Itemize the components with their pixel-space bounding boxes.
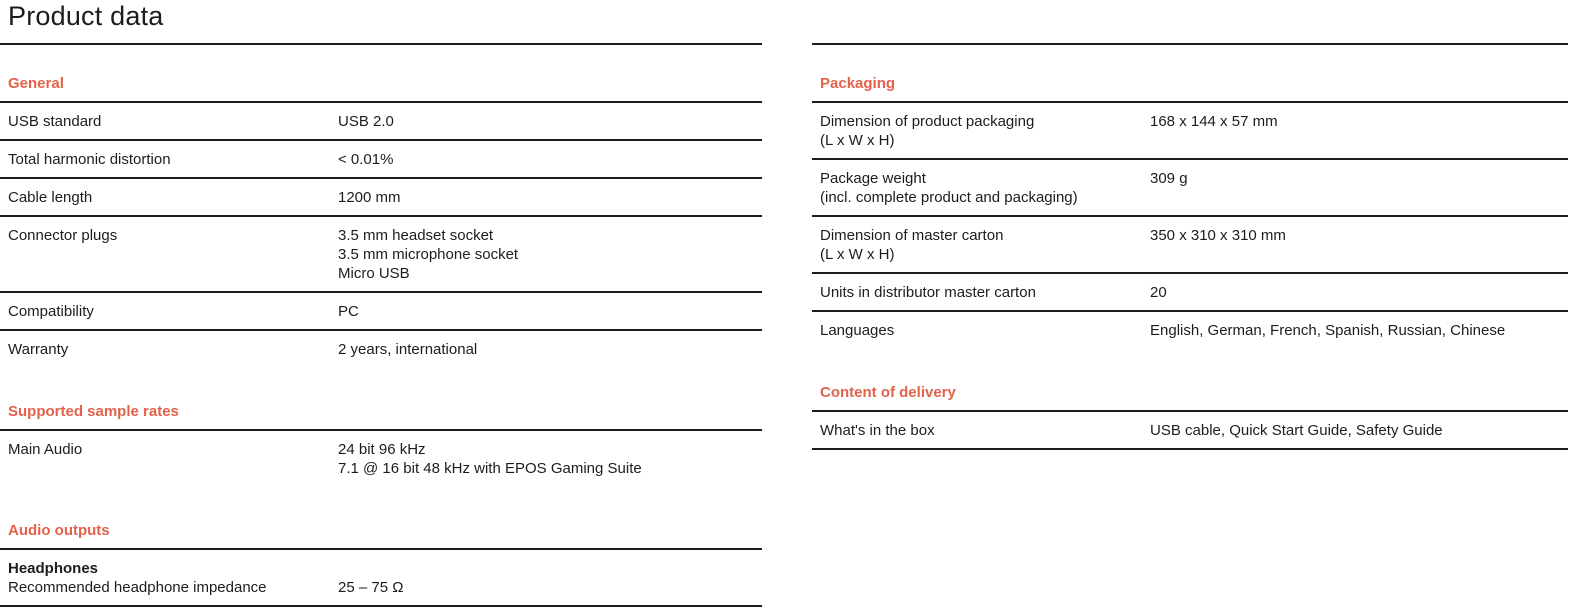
spec-label — [8, 150, 338, 169]
spec-value — [1150, 283, 1568, 302]
spec-label-line: (L x W x H) — [820, 132, 895, 149]
spec-value — [1150, 421, 1568, 440]
spec-value-line: English, German, French, Spanish, Russian, Chinese — [1150, 322, 1506, 339]
spec-value-line: 2 years, international — [338, 341, 478, 358]
spec-value-line: 3.5 mm microphone socket — [338, 246, 519, 263]
spec-label — [8, 559, 338, 597]
spec-value — [338, 226, 762, 283]
spec-value-line: PC — [338, 303, 359, 320]
spec-value — [1150, 321, 1568, 340]
section-heading-general: General — [0, 75, 762, 103]
left-column — [0, 43, 762, 607]
spec-row-main-audio — [0, 431, 762, 486]
spec-row-cable-length — [0, 179, 762, 217]
spec-row-languages — [812, 312, 1568, 348]
section-heading-audio-outputs: Audio outputs — [0, 522, 762, 550]
spec-row-units-master-carton — [812, 274, 1568, 312]
spec-row-headphone-impedance — [0, 550, 762, 607]
spec-value-line: Micro USB — [338, 265, 410, 282]
spec-label-line: Compatibility — [8, 303, 94, 320]
section-packaging — [812, 75, 1568, 348]
spec-columns — [0, 43, 1588, 607]
section-heading-packaging: Packaging — [812, 75, 1568, 103]
spec-label — [8, 302, 338, 321]
spec-label-line: Cable length — [8, 189, 93, 206]
spec-label-line: Languages — [820, 322, 895, 339]
spec-value — [338, 559, 762, 597]
spec-label-line: What's in the box — [820, 422, 935, 439]
spec-value — [338, 112, 762, 131]
spec-value — [338, 302, 762, 321]
spec-value — [338, 340, 762, 359]
spec-label-line: Total harmonic distortion — [8, 151, 171, 168]
section-heading-sample-rates: Supported sample rates — [0, 403, 762, 431]
spec-label — [820, 169, 1150, 207]
spec-label-line: Connector plugs — [8, 227, 118, 244]
spec-value — [1150, 169, 1568, 207]
spec-row-product-packaging-dimension — [812, 103, 1568, 160]
spec-label-line: Main Audio — [8, 441, 83, 458]
spec-label — [8, 112, 338, 131]
spec-row-master-carton-dimension — [812, 217, 1568, 274]
spec-label-line: (L x W x H) — [820, 246, 895, 263]
spec-value — [1150, 112, 1568, 150]
spec-label — [820, 283, 1150, 302]
spec-label-line: Recommended headphone impedance — [8, 579, 267, 596]
spec-label-line: (incl. complete product and packaging) — [820, 189, 1078, 206]
spec-row-connector-plugs — [0, 217, 762, 293]
spec-row-thd — [0, 141, 762, 179]
spec-row-warranty — [0, 331, 762, 367]
page-title: Product data — [8, 1, 164, 31]
spec-label — [820, 421, 1150, 440]
spec-row-usb-standard — [0, 103, 762, 141]
spec-label — [8, 340, 338, 359]
spec-value-line: 168 x 144 x 57 mm — [1150, 113, 1278, 130]
section-audio-outputs — [0, 522, 762, 607]
section-sample-rates — [0, 403, 762, 486]
spec-value-line: 24 bit 96 kHz — [338, 441, 426, 458]
spec-label — [8, 226, 338, 283]
spec-value-line: 20 — [1150, 284, 1167, 301]
spec-value — [338, 150, 762, 169]
section-general — [0, 75, 762, 367]
spec-label-line: Headphones — [8, 560, 99, 577]
section-heading-content-of-delivery: Content of delivery — [812, 384, 1568, 412]
spec-value — [338, 188, 762, 207]
spec-label — [820, 321, 1150, 340]
spec-value-line: 25 – 75 Ω — [338, 579, 404, 596]
right-column — [812, 43, 1568, 450]
spec-value-line: 350 x 310 x 310 mm — [1150, 227, 1286, 244]
spec-label-line: Units in distributor master carton — [820, 284, 1036, 301]
spec-value-line: 3.5 mm headset socket — [338, 227, 494, 244]
spec-label-line: Dimension of product packaging — [820, 113, 1035, 130]
spec-value-line: USB cable, Quick Start Guide, Safety Guide — [1150, 422, 1443, 439]
spec-value — [1150, 226, 1568, 264]
spec-value-line: USB 2.0 — [338, 113, 394, 130]
spec-row-whats-in-the-box — [812, 412, 1568, 450]
spec-value-line: 309 g — [1150, 170, 1188, 187]
spec-value-line: 7.1 @ 16 bit 48 kHz with EPOS Gaming Suite — [338, 460, 642, 477]
spec-label-line: Dimension of master carton — [820, 227, 1004, 244]
spec-label-line: USB standard — [8, 113, 102, 130]
section-content-of-delivery — [812, 384, 1568, 450]
spec-value-line: < 0.01% — [338, 151, 394, 168]
spec-value — [338, 440, 762, 478]
spec-label-line: Warranty — [8, 341, 69, 358]
spec-row-compatibility — [0, 293, 762, 331]
spec-label — [8, 188, 338, 207]
spec-label-line: Package weight — [820, 170, 926, 187]
spec-value-line: 1200 mm — [338, 189, 401, 206]
spec-label — [820, 226, 1150, 264]
spec-label — [8, 440, 338, 478]
spec-label — [820, 112, 1150, 150]
spec-row-package-weight — [812, 160, 1568, 217]
